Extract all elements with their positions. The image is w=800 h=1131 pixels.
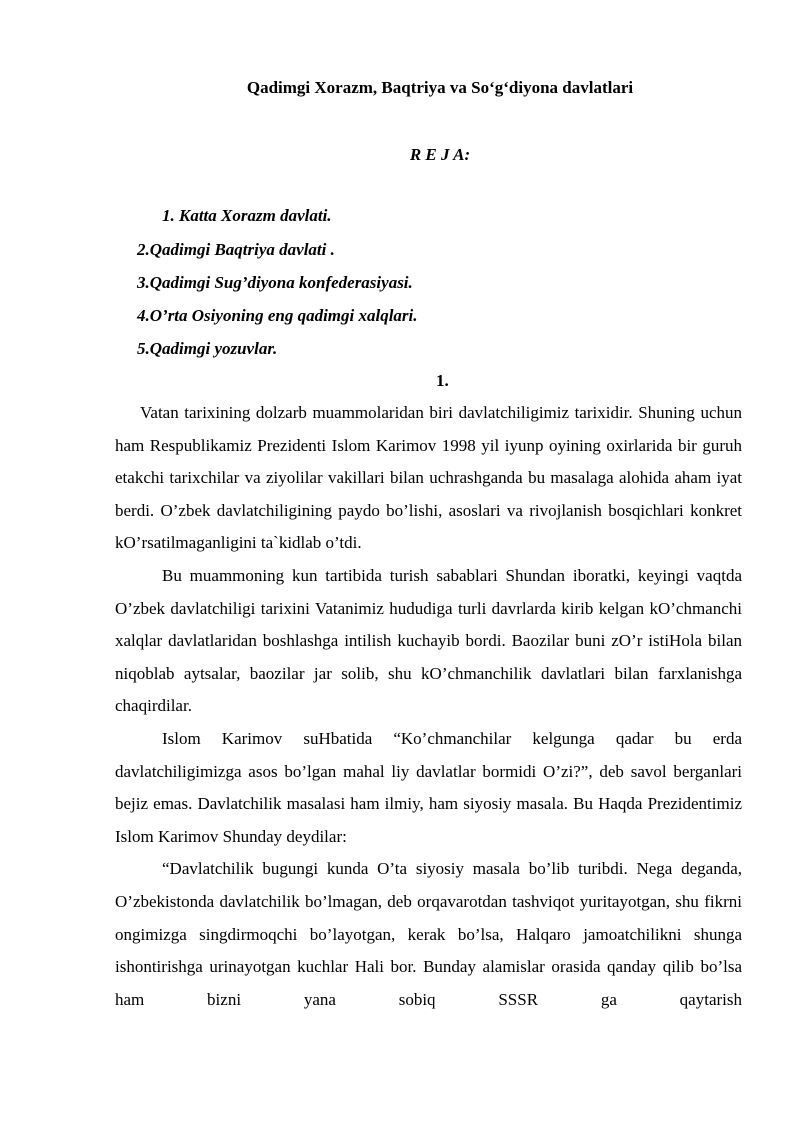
document-title: Qadimgi Xorazm, Baqtriya va So‘g‘diyona davlatlari bbox=[246, 78, 634, 97]
plan-item: 5.Qadimgi yozuvlar. bbox=[137, 339, 278, 358]
plan-item: 1. Katta Xorazm davlati. bbox=[162, 206, 332, 225]
paragraph: “Davlatchilik bugungi kunda O’ta siyosiy masala bo’lib turibdi. Nega deganda, O’zbekistonda davlatchilik bo’lmagan, deb orqavarotdan tashviqot yuritayotgan, shu fikrni ongimizga singdirmoqchi bo’layotgan, kerak bo’lsa, Halqaro jamoatchilikni shunga ishontirishga urinayotgan kuchlar Hali bor. Bunday alamislar orasida qanday qilib bo’lsa ham bizni yana sobiq SSSR ga qaytarish bbox=[115, 859, 742, 1009]
paragraph: Vatan tarixining dolzarb muammolaridan biri davlatchiligimiz tarixidir. Shuning uchun ham Respublikamiz Prezidenti Islom Karimov 1998 yil iyunp oyining oxirlarida bir guruh etakchi tarixchilar va ziyolilar vakillari bilan uchrashganda bu masalaga alohida aham iyat berdi. O’zbek davlatchiligining paydo bo’lishi, asoslari va rivojlanish bosqichlari konkret kO’rsatilmaganligini ta`kidlab o’tdi. bbox=[115, 403, 742, 553]
section-number: 1. bbox=[436, 371, 449, 390]
body-text bbox=[115, 397, 742, 1016]
plan-item: 2.Qadimgi Baqtriya davlati . bbox=[137, 240, 335, 259]
paragraph: Bu muammoning kun tartibida turish sabablari Shundan iboratki, keyingi vaqtda O’zbek davlatchiligi tarixini Vatanimiz hududiga turli davrlarda kirib kelgan kO’chmanchi xalqlar davlatlaridan boshlashga intilish kuchayib bordi. Baozilar buni zO’r istiHola bilan niqoblab aytsalar, baozilar jar solib, shu kO’chmanchilik davlatlari bilan farxlanishga chaqirdilar. bbox=[115, 565, 742, 716]
paragraph: Islom Karimov suHbatida “Ko’chmanchilar kelgunga qadar bu erda davlatchiligimizga asos bo’lgan mahal liy davlatlar bormidi O’zi?”, deb savol berganlari bejiz emas. Davlatchilik masalasi ham ilmiy, ham siyosiy masala. Bu Haqda Prezidentimiz Islom Karimov Shunday deydilar: bbox=[115, 728, 742, 846]
plan-heading: R E J A: bbox=[409, 145, 471, 164]
plan-item: 3.Qadimgi Sug’diyona konfederasiyasi. bbox=[137, 273, 413, 292]
plan-item: 4.O’rta Osiyoning eng qadimgi xalqlari. bbox=[137, 306, 418, 325]
